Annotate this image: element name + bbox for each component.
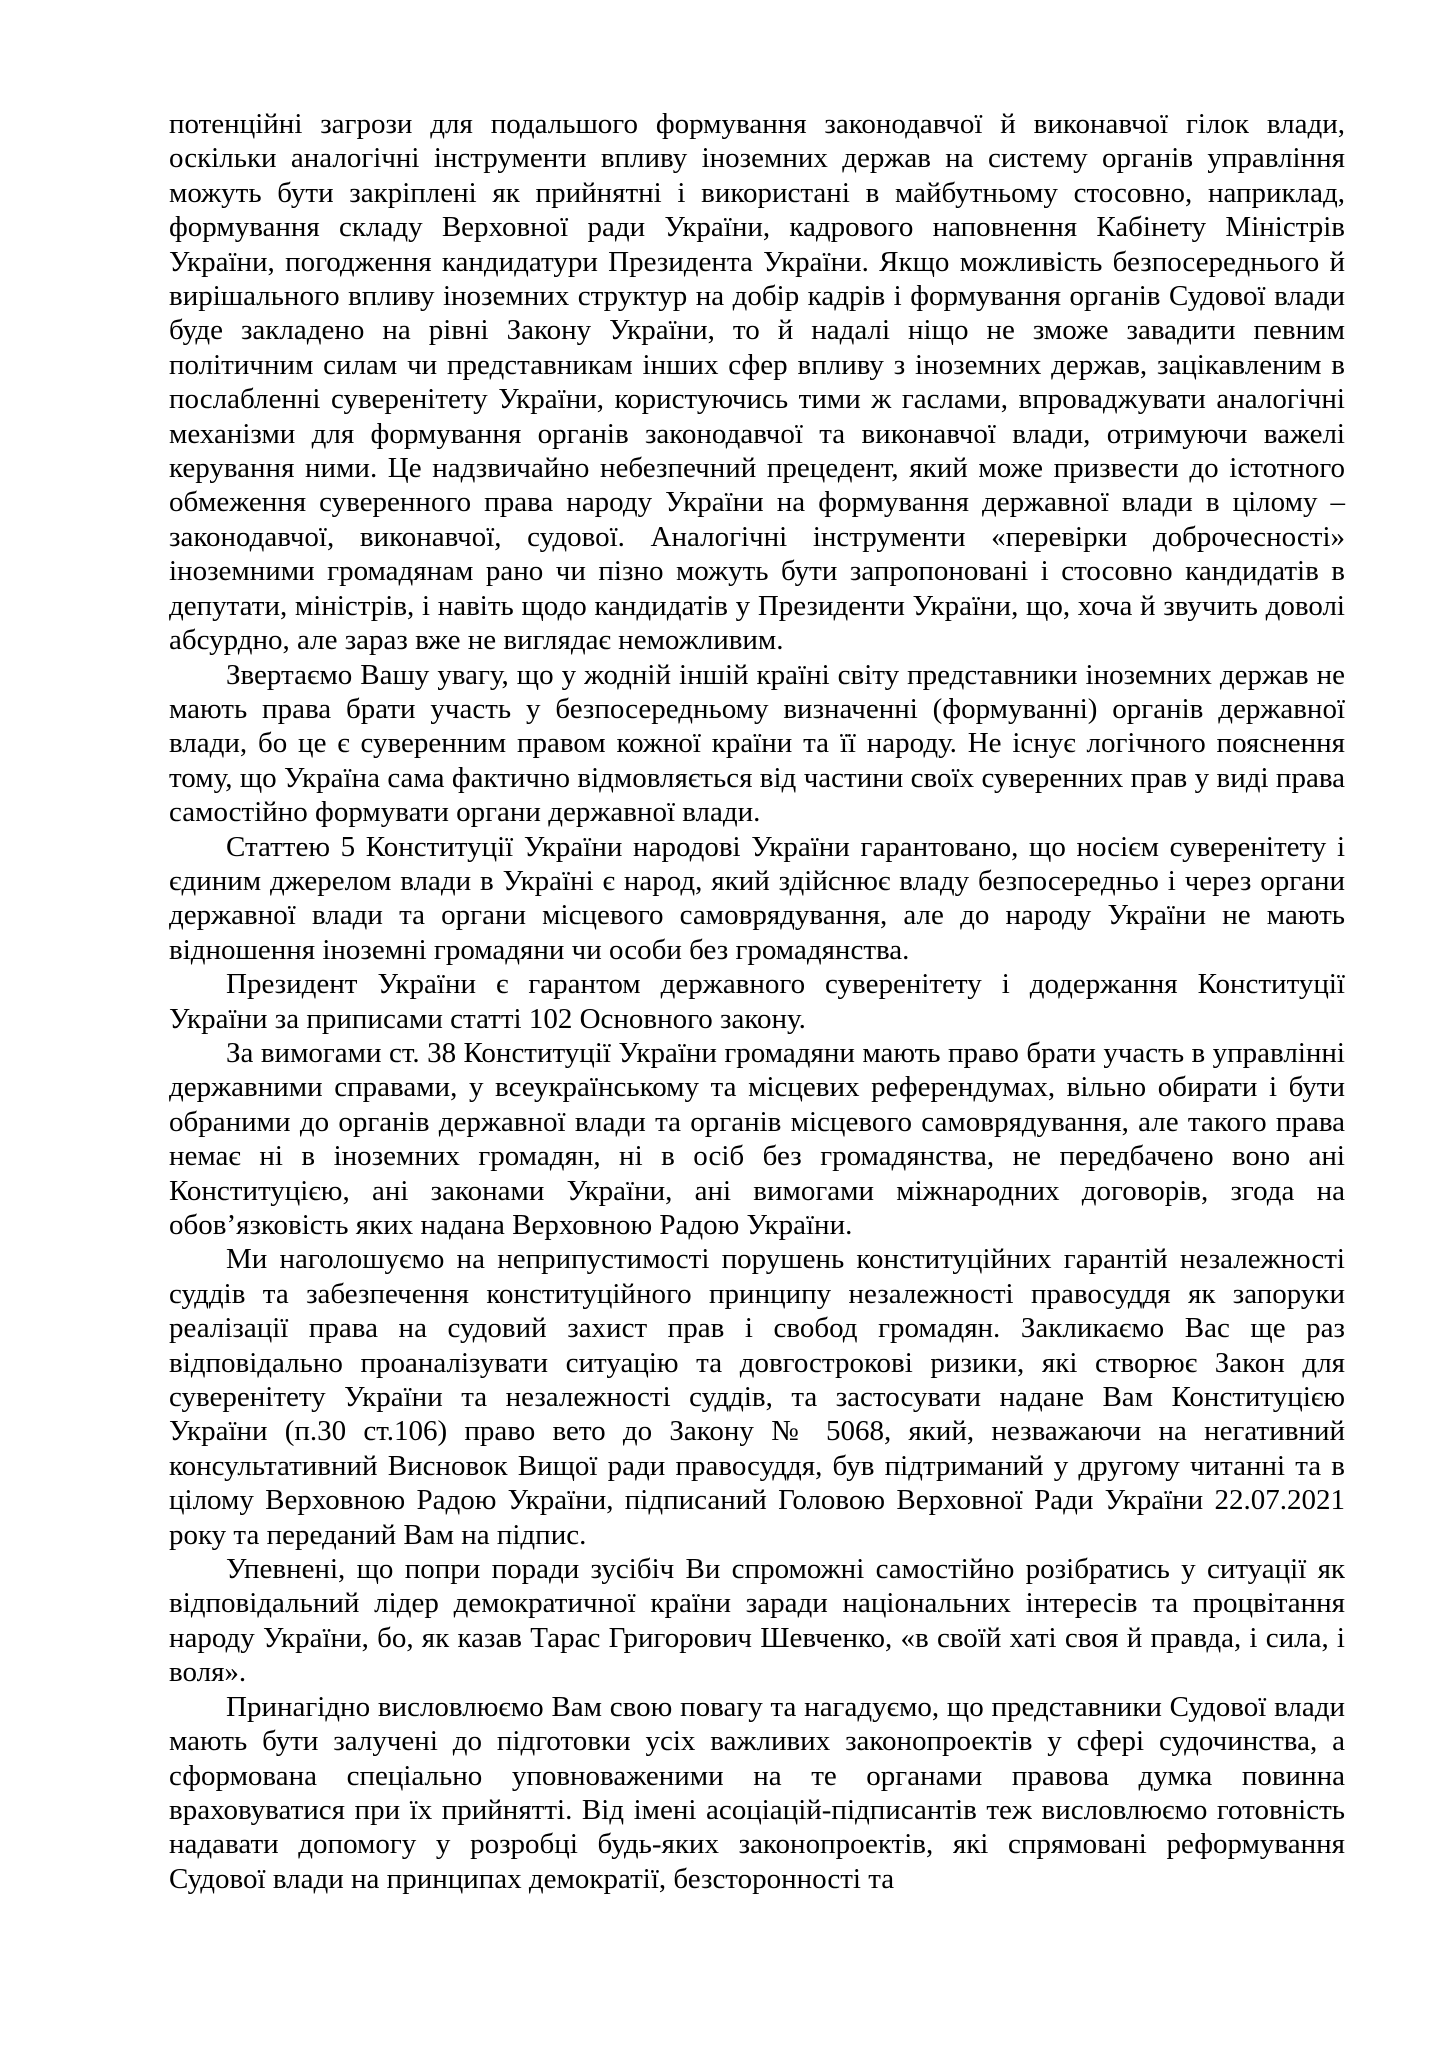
paragraph: За вимогами ст. 38 Конституції України громадяни мають право брати участь в управлінні державними справами, у всеукраїнському та місцевих референдумах, вільно обирати і бути обраними до органів державної влади та органів місцевого самоврядування, але такого права немає ні в іноземних громадян, ні в осіб без громадянства, не передбачено воно ані Конституцією, ані законами України, ані вимогами міжнародних договорів, згода на обов’язковість яких надана Верховною Радою України.	[169, 1036, 1345, 1241]
paragraph: Звертаємо Вашу увагу, що у жодній іншій країні світу представники іноземних держав не мають права брати участь у безпосередньому визначенні (формуванні) органів державної влади, бо це є суверенним правом кожної країни та її народу. Не існує логічного пояснення тому, що Україна сама фактично відмовляється від частини своїх суверенних прав у виді права самостійно формувати органи державної влади.	[169, 658, 1345, 829]
paragraph: Ми наголошуємо на неприпустимості порушень конституційних гарантій незалежності суддів та забезпечення конституційного принципу незалежності правосуддя як запоруки реалізації права на судовий захист прав і свобод громадян. Закликаємо Вас ще раз відповідально проаналізувати ситуацію та довгострокові ризики, які створює Закон для суверенітету України та незалежності суддів, та застосувати надане Вам Конституцією України (п.30 ст.106) право вето до Закону № 5068, який, незважаючи на негативний консультативний Висновок Вищої ради правосуддя, був підтриманий у другому читанні та в цілому Верховною Радою України, підписаний Головою Верховної Ради України 22.07.2021 року та переданий Вам на підпис.	[169, 1243, 1345, 1551]
paragraph: Упевнені, що попри поради зусібіч Ви спроможні самостійно розібратись у ситуації як відповідальний лідер демократичної країни заради національних інтересів та процвітання народу України, бо, як казав Тарас Григорович Шевченко, «в своїй хаті своя й правда, і сила, і воля».	[169, 1553, 1345, 1689]
paragraph: Статтею 5 Конституції України народові України гарантовано, що носієм суверенітету і єдиним джерелом влади в Україні є народ, який здійснює владу безпосередньо і через органи державної влади та органи місцевого самоврядування, але до народу України не мають відношення іноземні громадяни чи особи без громадянства.	[169, 830, 1345, 966]
letter-body-text	[169, 107, 1345, 1896]
paragraph: Президент України є гарантом державного суверенітету і додержання Конституції України за приписами статті 102 Основного закону.	[169, 968, 1345, 1035]
paragraph: потенційні загрози для подальшого формування законодавчої й виконавчої гілок влади, оскільки аналогічні інструменти впливу іноземних держав на систему органів управління можуть бути закріплені як прийнятні і використані в майбутньому стосовно, наприклад, формування складу Верховної ради України, кадрового наповнення Кабінету Міністрів України, погодження кандидатури Президента України. Якщо можливість безпосереднього й вирішального впливу іноземних структур на добір кадрів і формування органів Судової влади буде закладено на рівні Закону України, то й надалі ніщо не зможе завадити певним політичним силам чи представникам інших сфер впливу з іноземних держав, зацікавленим в послабленні суверенітету України, користуючись тими ж гаслами, впроваджувати аналогічні механізми для формування органів законодавчої та виконавчої влади, отримуючи важелі керування ними. Це надзвичайно небезпечний прецедент, який може призвести до істотного обмеження суверенного права народу України на формування державної влади в цілому – законодавчої, виконавчої, судової. Аналогічні інструменти «перевірки доброчесності» іноземними громадянам рано чи пізно можуть бути запропоновані і стосовно кандидатів в депутати, міністрів, і навіть щодо кандидатів у Президенти України, що, хоча й звучить доволі абсурдно, але зараз вже не виглядає неможливим.	[169, 108, 1345, 657]
paragraph: Принагідно висловлюємо Вам свою повагу та нагадуємо, що представники Судової влади мають бути залучені до підготовки усіх важливих законопроектів у сфері судочинства, а сформована спеціально уповноваженими на те органами правова думка повинна враховуватися при їх прийнятті. Від імені асоціацій-підписантів теж висловлюємо готовність надавати допомогу у розробці будь-яких законопроектів, які спрямовані реформування Судової влади на принципах демократії, безсторонності та	[169, 1690, 1345, 1895]
